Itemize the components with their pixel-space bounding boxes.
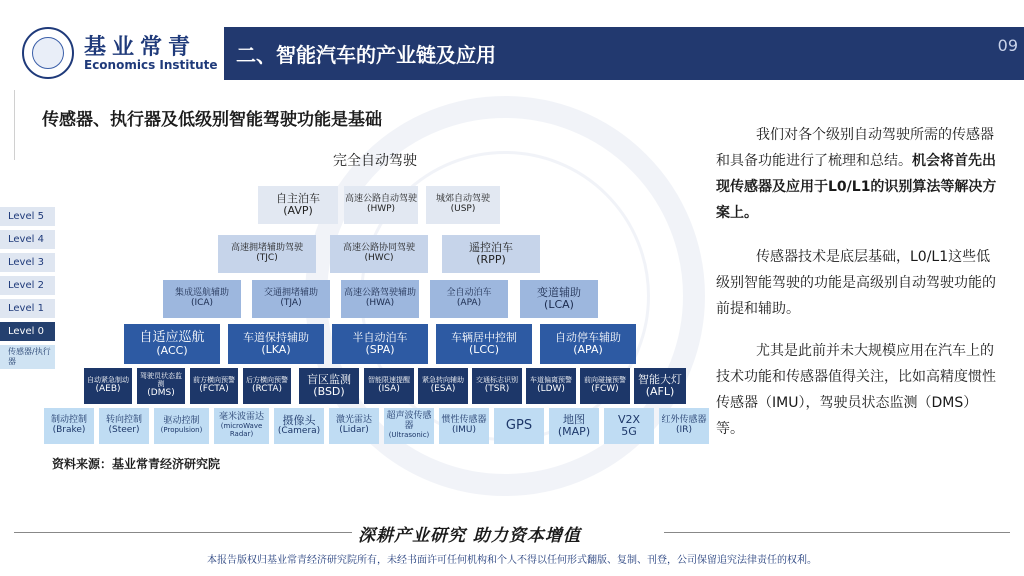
- feature-abbr: (DMS): [147, 387, 175, 398]
- feature-name: 驾驶员状态监测: [140, 372, 182, 389]
- feature-box: [540, 324, 636, 364]
- sensor-name: 驱动控制: [163, 416, 200, 427]
- feature-name: 自动停车辅助: [555, 330, 621, 344]
- feature-box: [426, 186, 500, 224]
- feature-box: [520, 280, 598, 318]
- feature-box: [332, 324, 428, 364]
- feature-abbr: (TJA): [280, 298, 302, 308]
- feature-box: [299, 368, 359, 404]
- feature-name: 高速公路协同驾驶: [342, 243, 415, 254]
- feature-abbr: (ACC): [156, 344, 188, 358]
- feature-name: 紧急转向辅助: [422, 376, 464, 385]
- level-tab-1: Level 1: [0, 299, 55, 318]
- slide-subtitle: 传感器、执行器及低级别智能驾驶功能是基础: [42, 110, 382, 130]
- sensor-box: [384, 408, 434, 444]
- feature-box: [364, 368, 414, 404]
- sensor-box: [154, 408, 209, 444]
- sensor-abbr: (Steer): [108, 425, 140, 435]
- institute-logo: [22, 27, 74, 79]
- feature-name: 自动紧急制动: [87, 376, 129, 385]
- feature-name: 后方横向预警: [246, 376, 288, 385]
- copyright-notice: 本报告版权归基业常青经济研究院所有，未经书面许可任何机构和个人不得以任何形式翻版、复制、刊登，公司保留追究法律责任的权利。: [207, 555, 817, 566]
- feature-abbr: (AFL): [645, 385, 675, 398]
- feature-abbr: (LCC): [468, 343, 500, 356]
- feature-abbr: (RPP): [476, 253, 506, 266]
- sensor-abbr: (Brake): [52, 425, 86, 435]
- feature-name: 交通标志识别: [476, 376, 518, 385]
- feature-abbr: (ISA): [378, 383, 400, 394]
- feature-abbr: (LKA): [261, 343, 291, 356]
- feature-box: [258, 186, 338, 224]
- sensor-abbr: (Ultrasonic): [388, 431, 430, 440]
- feature-name: 高速公路自动驾驶: [344, 194, 417, 205]
- feature-name: 车道保持辅助: [243, 330, 309, 344]
- level-tab-3: Level 3: [0, 253, 55, 272]
- feature-box: [436, 324, 532, 364]
- sensor-name: 红外传感器: [661, 415, 707, 426]
- title-bar-underline: [224, 77, 1024, 80]
- paragraph-1-highlight: 机会将首先出现传感器及应用于L0/L1的识别算法等解决方案上。: [716, 153, 997, 221]
- feature-box: [218, 235, 316, 273]
- sensor-abbr: (Camera): [277, 426, 321, 437]
- feature-box: [163, 280, 241, 318]
- feature-abbr: (ICA): [190, 298, 214, 308]
- sensor-name: 激光雷达: [335, 415, 372, 426]
- sensor-box: [604, 408, 654, 444]
- brand-name-en: Economics Institute: [84, 58, 218, 72]
- sensor-abbr: (IMU): [451, 425, 477, 435]
- level-tab-0: Level 0: [0, 322, 55, 341]
- paragraph-1: [716, 122, 1002, 226]
- sensor-abbr: 5G: [621, 425, 637, 438]
- sensor-name: 毫米波雷达: [218, 412, 264, 423]
- feature-abbr: (AVP): [283, 204, 313, 217]
- level-tab-4: Level 4: [0, 230, 55, 249]
- feature-box: [330, 235, 428, 273]
- sensor-name: 转向控制: [105, 415, 142, 426]
- feature-box: [580, 368, 630, 404]
- feature-abbr: (HWA): [365, 298, 395, 308]
- feature-box: [430, 280, 508, 318]
- sensor-box: [439, 408, 489, 444]
- paragraph-3: 尤其是此前并未大规模应用在汽车上的技术功能和传感器值得关注，比如高精度惯性传感器（IMU），驾驶员状态监测（DMS）等。: [716, 343, 996, 437]
- feature-abbr: (TJC): [256, 253, 278, 263]
- feature-name: 自主泊车: [276, 191, 320, 205]
- feature-name: 智能大灯: [638, 372, 682, 386]
- footer-line-right: [664, 532, 1010, 533]
- level-tab-2: Level 2: [0, 276, 55, 295]
- feature-abbr: (FCW): [591, 383, 619, 394]
- feature-abbr: (APA): [573, 343, 603, 356]
- source-note: 资料来源：基业常青经济研究院: [52, 457, 221, 471]
- feature-name: 集成巡航辅助: [174, 288, 229, 299]
- feature-abbr: (USP): [450, 204, 476, 214]
- sensor-name: GPS: [505, 417, 533, 433]
- feature-name: 高速公路驾驶辅助: [343, 288, 416, 299]
- sensor-box: [329, 408, 379, 444]
- sensor-name: 摄像头: [282, 414, 316, 427]
- feature-name: 变道辅助: [537, 285, 581, 299]
- footer-slogan: 深耕产业研究 助力资本增值: [358, 526, 581, 546]
- feature-box: [418, 368, 468, 404]
- sensor-abbr: (MAP): [557, 425, 591, 438]
- feature-name: 前方横向预警: [193, 376, 235, 385]
- sensor-box: [274, 408, 324, 444]
- feature-name: 高速拥堵辅助驾驶: [230, 243, 303, 254]
- feature-name: 遥控泊车: [469, 240, 513, 254]
- feature-name: 城郊自动驾驶: [435, 194, 490, 205]
- sensor-box: [214, 408, 269, 444]
- paragraph-1-text: 我们对各个级别自动驾驶所需的传感器和具备功能进行了梳理和总结。: [716, 127, 994, 169]
- paragraph-2: 传感器技术是底层基础，L0/L1这些低级别智能驾驶的功能是高级别自动驾驶功能的前提和辅助。: [716, 249, 996, 317]
- feature-abbr: (SPA): [365, 343, 395, 356]
- feature-box: [344, 186, 418, 224]
- feature-box: [634, 368, 686, 404]
- divider: [14, 90, 15, 160]
- feature-abbr: (AEB): [95, 383, 121, 394]
- feature-name: 半自动泊车: [352, 330, 408, 344]
- sensor-box: [549, 408, 599, 444]
- feature-box: [243, 368, 291, 404]
- feature-name: 盲区监测: [307, 372, 351, 386]
- sensor-abbr: (microWave Radar): [220, 422, 263, 438]
- section-title: 二、智能汽车的产业链及应用: [236, 43, 496, 67]
- footer-line-left: [14, 532, 352, 533]
- feature-name: 自适应巡航: [139, 329, 205, 345]
- sensor-box: [659, 408, 709, 444]
- sensor-name: 超声波传感器: [386, 411, 432, 432]
- sensor-box: [99, 408, 149, 444]
- sensor-abbr: (IR): [676, 425, 692, 435]
- sensor-abbr: (Propulsion): [160, 426, 203, 435]
- feature-abbr: (LCA): [544, 298, 574, 311]
- sensor-name: V2X: [617, 412, 641, 426]
- feature-abbr: (BSD): [313, 385, 345, 398]
- feature-box: [252, 280, 330, 318]
- feature-abbr: (APA): [456, 298, 482, 308]
- sensor-box: [44, 408, 94, 444]
- sensor-name: 制动控制: [50, 415, 87, 426]
- pyramid-top-label: 完全自动驾驶: [333, 153, 417, 169]
- brand-name-cn: 基业常青: [84, 35, 197, 60]
- feature-abbr: (LDW): [537, 383, 565, 394]
- feature-box: [341, 280, 419, 318]
- feature-box: [442, 235, 540, 273]
- feature-name: 车道偏离预警: [530, 376, 572, 385]
- feature-box: [124, 324, 220, 364]
- level-tab-5: Level 5: [0, 207, 55, 226]
- feature-box: [526, 368, 576, 404]
- feature-abbr: (TSR): [484, 383, 510, 394]
- sensor-name: 地图: [563, 412, 585, 426]
- level-tab-sensors: 传感器/执行器: [0, 345, 55, 369]
- page-number: 09: [997, 36, 1018, 55]
- feature-abbr: (HWC): [364, 253, 394, 263]
- feature-box: [84, 368, 132, 404]
- feature-abbr: (FCTA): [199, 383, 229, 394]
- feature-name: 车辆居中控制: [451, 330, 517, 344]
- feature-name: 前向碰撞预警: [584, 376, 626, 385]
- sensor-box: [494, 408, 544, 444]
- feature-box: [228, 324, 324, 364]
- feature-abbr: (RCTA): [251, 383, 283, 394]
- sensor-name: 惯性传感器: [441, 415, 487, 426]
- feature-box: [472, 368, 522, 404]
- feature-name: 交通拥堵辅助: [263, 288, 318, 299]
- feature-name: 全自动泊车: [446, 288, 492, 299]
- feature-abbr: (ESA): [430, 383, 456, 394]
- feature-box: [190, 368, 238, 404]
- feature-name: 智能限速提醒: [368, 376, 410, 385]
- feature-abbr: (HWP): [366, 204, 396, 214]
- sensor-abbr: (Lidar): [339, 425, 369, 435]
- feature-box: [137, 368, 185, 404]
